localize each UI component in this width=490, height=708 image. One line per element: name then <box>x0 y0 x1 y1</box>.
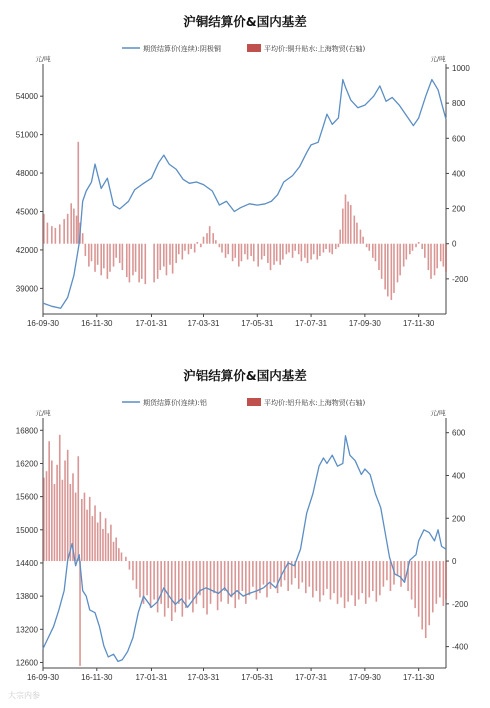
chart-title: 沪铜结算价&国内基差 <box>183 14 307 29</box>
right-tick-label: 1000 <box>452 64 470 73</box>
bar-mark <box>107 533 109 561</box>
bar-mark <box>113 244 115 267</box>
bar-mark <box>194 244 196 253</box>
bar-mark <box>132 561 134 580</box>
bar-mark <box>51 226 53 244</box>
bar-mark <box>242 561 244 591</box>
bar-mark <box>189 561 191 600</box>
bar-mark <box>62 480 64 561</box>
bar-mark <box>379 561 381 595</box>
left-tick-label: 16200 <box>15 459 38 469</box>
bar-mark <box>428 561 430 625</box>
x-tick-label: 17-11-30 <box>402 319 435 328</box>
bar-mark <box>146 561 148 595</box>
bar-mark <box>365 561 367 604</box>
right-tick-label: 400 <box>452 471 466 481</box>
x-tick-label: 17-09-30 <box>348 319 381 328</box>
bar-mark <box>167 561 169 608</box>
bar-mark <box>139 561 141 597</box>
x-tick-label: 16-09-30 <box>26 319 60 328</box>
bar-mark <box>150 561 152 608</box>
right-axis-unit: 元/吨 <box>430 409 446 417</box>
bar-mark <box>247 244 249 260</box>
legend-bar-label: 平均价:铝升贴水:上海物贸(右轴) <box>264 399 366 407</box>
bar-mark <box>399 244 401 276</box>
bar-mark <box>172 244 174 274</box>
bar-mark <box>276 244 278 262</box>
bar-mark <box>184 244 186 251</box>
bar-mark <box>126 244 128 277</box>
bar-mark <box>347 202 349 244</box>
legend-bar-label: 平均价:铜升贴水:上海物贸(右轴) <box>264 45 366 53</box>
bar-mark <box>358 561 360 600</box>
left-tick-label: 13800 <box>15 592 38 602</box>
bar-mark <box>403 244 405 267</box>
bar-mark <box>376 561 378 602</box>
aluminum-chart-panel <box>0 354 490 708</box>
bar-mark <box>232 244 234 262</box>
bar-mark <box>94 244 96 272</box>
bar-mark <box>122 244 124 270</box>
bar-mark <box>82 233 84 244</box>
bar-mark <box>387 244 389 297</box>
bar-mark <box>304 244 306 258</box>
aluminum-chart <box>0 354 490 708</box>
bar-mark <box>273 244 275 265</box>
bar-mark <box>169 244 171 265</box>
x-tick-label: 17-01-31 <box>135 673 168 682</box>
right-tick-label: 0 <box>452 557 457 567</box>
bar-mark <box>350 205 352 244</box>
bar-mark <box>313 244 315 255</box>
bar-mark <box>81 499 83 561</box>
bar-mark <box>213 561 215 593</box>
bar-mark <box>354 561 356 606</box>
bar-mark <box>309 561 311 587</box>
bar-mark <box>157 244 159 279</box>
bar-mark <box>270 244 272 270</box>
bar-mark <box>287 561 289 591</box>
bar-mark <box>361 561 363 593</box>
bar-mark <box>206 233 208 244</box>
bar-mark <box>344 561 346 608</box>
bar-mark <box>238 244 240 267</box>
bar-mark <box>178 561 180 604</box>
legend-bar-swatch <box>247 398 261 406</box>
bar-mark <box>267 244 269 263</box>
bar-mark <box>345 195 347 244</box>
bar-mark <box>163 244 165 267</box>
bar-mark <box>277 561 279 593</box>
bar-mark <box>391 244 393 300</box>
bar-mark <box>292 244 294 258</box>
bar-mark <box>316 561 318 591</box>
bar-mark <box>443 561 445 606</box>
left-tick-label: 39000 <box>15 284 38 294</box>
bar-mark <box>125 557 127 561</box>
x-tick-label: 16-09-30 <box>26 673 60 682</box>
bar-mark <box>115 244 117 258</box>
bar-mark <box>360 230 362 244</box>
bar-mark <box>375 244 377 262</box>
bar-mark <box>210 561 212 604</box>
left-tick-label: 51000 <box>15 130 38 140</box>
bar-mark <box>121 552 123 561</box>
bar-mark <box>261 244 263 260</box>
bar-mark <box>178 244 180 255</box>
x-tick-label: 17-03-31 <box>187 319 220 328</box>
watermark-text: 大宗内参 <box>8 691 40 700</box>
bar-mark <box>129 561 131 570</box>
bar-mark <box>141 244 143 279</box>
bar-mark <box>197 242 199 244</box>
bar-mark <box>252 561 254 587</box>
left-tick-label: 48000 <box>15 169 38 179</box>
bar-mark <box>383 561 385 587</box>
bar-mark <box>316 244 318 260</box>
bar-mark <box>397 244 399 283</box>
bar-mark <box>372 561 374 591</box>
bar-mark <box>282 244 284 260</box>
bar-mark <box>215 240 217 244</box>
bar-mark <box>138 244 140 283</box>
bar-mark <box>132 244 134 276</box>
bar-mark <box>362 237 364 244</box>
bar-mark <box>415 244 417 248</box>
bar-mark <box>386 561 388 580</box>
bar-mark <box>166 244 168 276</box>
bar-mark <box>113 542 115 561</box>
bar-mark <box>175 244 177 263</box>
bar-mark <box>323 561 325 595</box>
bar-mark <box>159 244 161 270</box>
bar-mark <box>129 244 131 283</box>
bar-mark <box>46 471 48 561</box>
bar-mark <box>347 561 349 602</box>
bar-mark <box>330 561 332 600</box>
bar-mark <box>249 561 251 595</box>
bar-mark <box>323 244 325 253</box>
bar-mark <box>73 209 75 244</box>
bar-mark <box>217 561 219 610</box>
left-tick-label: 15000 <box>15 525 38 535</box>
bar-mark <box>56 465 58 561</box>
bar-mark <box>411 561 413 600</box>
bar-mark <box>263 561 265 585</box>
bar-mark <box>430 244 432 279</box>
right-tick-label: 0 <box>452 239 457 249</box>
bar-mark <box>185 561 187 608</box>
right-tick-label: -200 <box>452 274 469 284</box>
bar-mark <box>294 244 296 251</box>
bar-mark <box>353 216 355 244</box>
right-tick-label: 200 <box>452 204 466 214</box>
bar-mark <box>264 244 266 256</box>
bar-mark <box>59 435 61 561</box>
bar-mark <box>182 561 184 617</box>
bar-mark <box>340 561 342 597</box>
bar-mark <box>55 228 57 244</box>
left-axis-unit: 元/吨 <box>35 409 51 417</box>
bar-mark <box>409 244 411 255</box>
bar-mark <box>196 561 198 604</box>
bar-mark <box>384 244 386 290</box>
bar-mark <box>301 244 303 262</box>
bar-mark <box>436 244 438 269</box>
bar-mark <box>339 230 341 244</box>
bar-mark <box>85 244 87 256</box>
legend-bar-swatch <box>247 44 261 52</box>
bar-mark <box>67 450 69 561</box>
left-tick-label: 42000 <box>15 245 38 255</box>
bar-mark <box>337 561 339 604</box>
left-tick-label: 45000 <box>15 207 38 217</box>
bar-mark <box>97 244 99 265</box>
bar-mark <box>400 561 402 587</box>
bar-mark <box>54 484 56 561</box>
chart-title: 沪铝结算价&国内基差 <box>183 368 307 383</box>
bar-mark <box>312 561 314 597</box>
bar-mark <box>105 518 107 561</box>
bar-mark <box>434 244 436 276</box>
bar-mark <box>436 561 438 604</box>
bar-mark <box>91 244 93 262</box>
bar-mark <box>270 561 272 589</box>
bar-mark <box>48 441 50 561</box>
right-tick-label: 800 <box>452 99 466 109</box>
bar-mark <box>89 497 91 561</box>
bar-mark <box>256 561 258 600</box>
right-tick-label: -400 <box>452 642 469 652</box>
x-tick-label: 17-07-31 <box>295 673 328 682</box>
bar-mark <box>77 142 79 244</box>
bar-mark <box>200 244 202 248</box>
bar-mark <box>393 244 395 293</box>
bar-mark <box>279 244 281 265</box>
bar-mark <box>331 244 333 255</box>
bar-mark <box>424 244 426 258</box>
bar-mark <box>86 510 88 561</box>
bar-mark <box>335 244 337 249</box>
bar-mark <box>92 516 94 561</box>
bar-mark <box>414 561 416 608</box>
bar-mark <box>443 244 445 267</box>
bar-mark <box>203 561 205 608</box>
right-axis-unit: 元/吨 <box>430 55 446 63</box>
bar-mark <box>372 244 374 258</box>
bar-mark <box>109 244 111 272</box>
bar-mark <box>390 561 392 591</box>
bar-mark <box>412 244 414 251</box>
x-tick-label: 17-05-31 <box>241 673 274 682</box>
bar-mark <box>368 561 370 597</box>
bar-mark <box>63 219 65 244</box>
bar-mark <box>76 216 78 244</box>
bar-mark <box>310 244 312 260</box>
bar-mark <box>245 561 247 604</box>
bar-mark <box>305 561 307 593</box>
bar-mark <box>115 538 117 562</box>
bar-mark <box>227 244 229 255</box>
x-tick-label: 17-01-31 <box>135 319 168 328</box>
bar-mark <box>298 244 300 255</box>
bar-mark <box>171 561 173 621</box>
bar-mark <box>84 493 86 561</box>
right-tick-label: 600 <box>452 428 466 438</box>
right-tick-label: 200 <box>452 514 466 524</box>
bar-mark <box>160 561 162 604</box>
bar-mark <box>118 548 120 561</box>
legend-line-label: 期货结算价(连续):阴极铜 <box>143 45 221 53</box>
bar-mark <box>425 561 427 638</box>
bar-mark <box>225 244 227 258</box>
bar-mark <box>47 223 49 244</box>
bar-mark <box>107 244 109 279</box>
left-tick-label: 16800 <box>15 426 38 436</box>
bar-mark <box>43 214 45 244</box>
bar-mark <box>356 223 358 244</box>
left-tick-label: 13200 <box>15 625 38 635</box>
bar-mark <box>209 226 211 244</box>
bar-mark <box>88 244 90 267</box>
left-tick-label: 12600 <box>15 658 38 668</box>
bar-mark <box>241 244 243 262</box>
bar-mark <box>153 244 155 283</box>
left-tick-label: 54000 <box>15 92 38 102</box>
bar-mark <box>43 478 45 561</box>
x-tick-label: 17-05-31 <box>241 319 274 328</box>
bar-mark <box>190 244 192 249</box>
bar-mark <box>307 244 309 263</box>
right-tick-label: 400 <box>452 169 466 179</box>
bar-mark <box>67 214 69 244</box>
bar-mark <box>188 244 190 255</box>
left-tick-label: 14400 <box>15 558 38 568</box>
bar-mark <box>253 244 255 262</box>
bar-mark <box>286 244 288 255</box>
bar-mark <box>100 244 102 276</box>
bar-mark <box>227 561 229 604</box>
bar-mark <box>64 461 66 562</box>
bar-mark <box>445 244 447 272</box>
left-axis-unit: 元/吨 <box>35 55 51 63</box>
bar-mark <box>421 561 423 629</box>
bar-mark <box>103 244 105 269</box>
bar-mark <box>100 512 102 561</box>
bar-mark <box>257 244 259 267</box>
bar-mark <box>79 561 81 666</box>
bar-mark <box>259 561 261 593</box>
bar-mark <box>351 561 353 595</box>
bar-mark <box>319 561 321 602</box>
bar-mark <box>153 561 155 600</box>
x-tick-label: 16-11-30 <box>81 673 113 682</box>
bar-mark <box>342 209 344 244</box>
right-tick-label: -200 <box>452 599 469 609</box>
bar-mark <box>119 244 121 263</box>
bar-mark <box>203 237 205 244</box>
x-tick-label: 17-09-30 <box>348 673 381 682</box>
bar-mark <box>244 244 246 255</box>
bar-mark <box>94 505 96 561</box>
left-tick-label: 15600 <box>15 492 38 502</box>
bar-mark <box>319 244 321 256</box>
x-tick-label: 17-07-31 <box>295 319 328 328</box>
bar-mark <box>231 561 233 597</box>
bar-mark <box>234 561 236 608</box>
x-tick-label: 17-03-31 <box>187 673 220 682</box>
legend-line-label: 期货结算价(连续):铝 <box>143 399 207 407</box>
bar-mark <box>70 203 72 243</box>
bar-mark <box>439 561 441 597</box>
bar-mark <box>381 244 383 279</box>
bar-mark <box>238 561 240 600</box>
bar-mark <box>421 244 423 249</box>
x-tick-label: 16-11-30 <box>81 319 113 328</box>
bar-mark <box>250 244 252 256</box>
bar-mark <box>301 561 303 582</box>
bar-mark <box>440 244 442 262</box>
bar-mark <box>97 523 99 562</box>
x-tick-label: 17-11-30 <box>402 673 435 682</box>
bar-mark <box>288 244 290 253</box>
bar-mark <box>329 244 331 253</box>
bar-mark <box>418 561 420 617</box>
bar-mark <box>75 493 77 561</box>
bar-mark <box>266 561 268 597</box>
bar-mark <box>182 244 184 260</box>
bar-mark <box>406 244 408 260</box>
bar-mark <box>234 244 236 258</box>
bar-mark <box>219 244 221 248</box>
bar-mark <box>157 561 159 612</box>
bar-mark <box>59 224 61 243</box>
bar-mark <box>428 244 430 270</box>
bar-mark <box>298 561 300 589</box>
bar-mark <box>273 561 275 582</box>
bar-mark <box>378 244 380 270</box>
bar-mark <box>102 529 104 561</box>
bar-mark <box>418 242 420 244</box>
bar-mark <box>333 561 335 593</box>
bar-mark <box>110 525 112 561</box>
bar-mark <box>445 561 447 600</box>
bar-mark <box>135 244 137 272</box>
bar-mark <box>136 561 138 589</box>
bar-mark <box>325 244 327 249</box>
bar-mark <box>221 244 223 253</box>
bar-mark <box>368 244 370 251</box>
bar-mark <box>338 244 340 248</box>
bar-mark <box>220 561 222 602</box>
bar-mark <box>326 561 328 589</box>
bar-mark <box>51 461 53 562</box>
bar-mark <box>192 561 194 612</box>
bar-mark <box>366 244 368 248</box>
bar-mark <box>397 561 399 576</box>
bar-mark <box>224 561 226 591</box>
right-tick-label: 600 <box>452 134 466 144</box>
bar-mark <box>432 561 434 612</box>
bar-mark <box>212 233 214 244</box>
bar-mark <box>77 456 79 561</box>
bar-mark <box>144 244 146 284</box>
